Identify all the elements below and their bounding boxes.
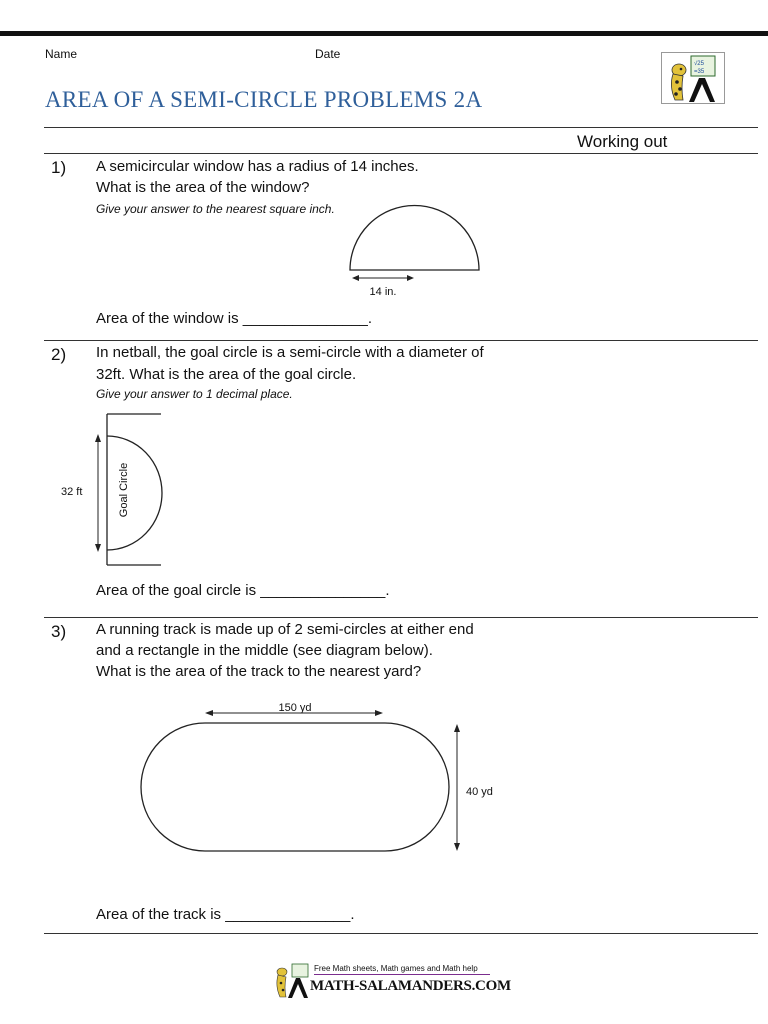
question-3-number: 3)	[51, 622, 67, 641]
working-out-label: Working out	[577, 132, 668, 151]
question-1-line-2: What is the area of the window?	[96, 179, 310, 196]
width-arrow-head-bottom	[454, 843, 460, 851]
footer-tagline: Free Math sheets, Math games and Math help	[314, 964, 478, 973]
question-1-line-1: A semicircular window has a radius of 14 inches.	[96, 158, 419, 175]
question-3-line-2: and a rectangle in the middle (see diagram below).	[96, 642, 433, 659]
question-2-hint: Give your answer to 1 decimal place.	[96, 387, 293, 401]
diameter-arrow-head-top	[95, 434, 101, 442]
salamander-logo-icon	[272, 962, 312, 1000]
width-arrow-head-top	[454, 724, 460, 732]
diameter-arrow-head-bottom	[95, 544, 101, 552]
radius-arrow-head-right	[407, 275, 414, 281]
question-1-hint: Give your answer to the nearest square inch.	[96, 202, 335, 216]
radius-label: 14 in.	[369, 286, 397, 298]
length-label: 150 yd	[278, 702, 312, 714]
question-3-rule	[44, 617, 758, 618]
question-2-line-1: In netball, the goal circle is a semi-circle with a diameter of	[96, 344, 484, 361]
semicircle-window-diagram	[340, 198, 490, 302]
semicircle-shape	[350, 206, 479, 271]
top-border	[0, 31, 768, 36]
length-arrow-head-right	[375, 710, 383, 716]
length-arrow-head-left	[205, 710, 213, 716]
footer-underline	[314, 974, 490, 975]
page-title: AREA OF A SEMI-CIRCLE PROBLEMS 2A	[45, 87, 483, 112]
goal-semicircle	[107, 436, 162, 550]
question-2-answer: Area of the goal circle is _______________.	[96, 582, 390, 599]
svg-text:√25: √25	[694, 61, 704, 67]
question-1-answer: Area of the window is _______________.	[96, 310, 373, 327]
question-2-line-2: 32ft. What is the area of the goal circle.	[96, 366, 357, 383]
footer-rule	[44, 933, 758, 934]
goal-circle-diagram	[55, 410, 175, 570]
width-label: 40 yd	[466, 786, 493, 798]
question-1-number: 1)	[51, 158, 67, 177]
svg-text:=35: =35	[694, 69, 705, 75]
question-3-line-1: A running track is made up of 2 semi-circles at either end	[96, 621, 474, 638]
question-1-rule	[44, 153, 758, 154]
question-2-number: 2)	[51, 345, 67, 364]
footer-brand: MATH-SALAMANDERS.COM	[310, 978, 511, 994]
name-label: Name	[45, 47, 78, 61]
running-track-diagram	[135, 695, 505, 860]
footer-logo	[272, 962, 511, 1002]
math-salamanders-logo-icon	[661, 52, 725, 104]
goal-circle-label: Goal Circle	[118, 462, 130, 518]
header-rule	[44, 127, 758, 128]
track-outline	[141, 723, 449, 851]
question-2-rule	[44, 340, 758, 341]
date-label: Date	[315, 47, 341, 61]
question-3-line-3: What is the area of the track to the nearest yard?	[96, 663, 422, 680]
diameter-label: 32 ft	[61, 486, 83, 498]
question-3-answer: Area of the track is _______________.	[96, 906, 355, 923]
radius-arrow-head-left	[352, 275, 359, 281]
